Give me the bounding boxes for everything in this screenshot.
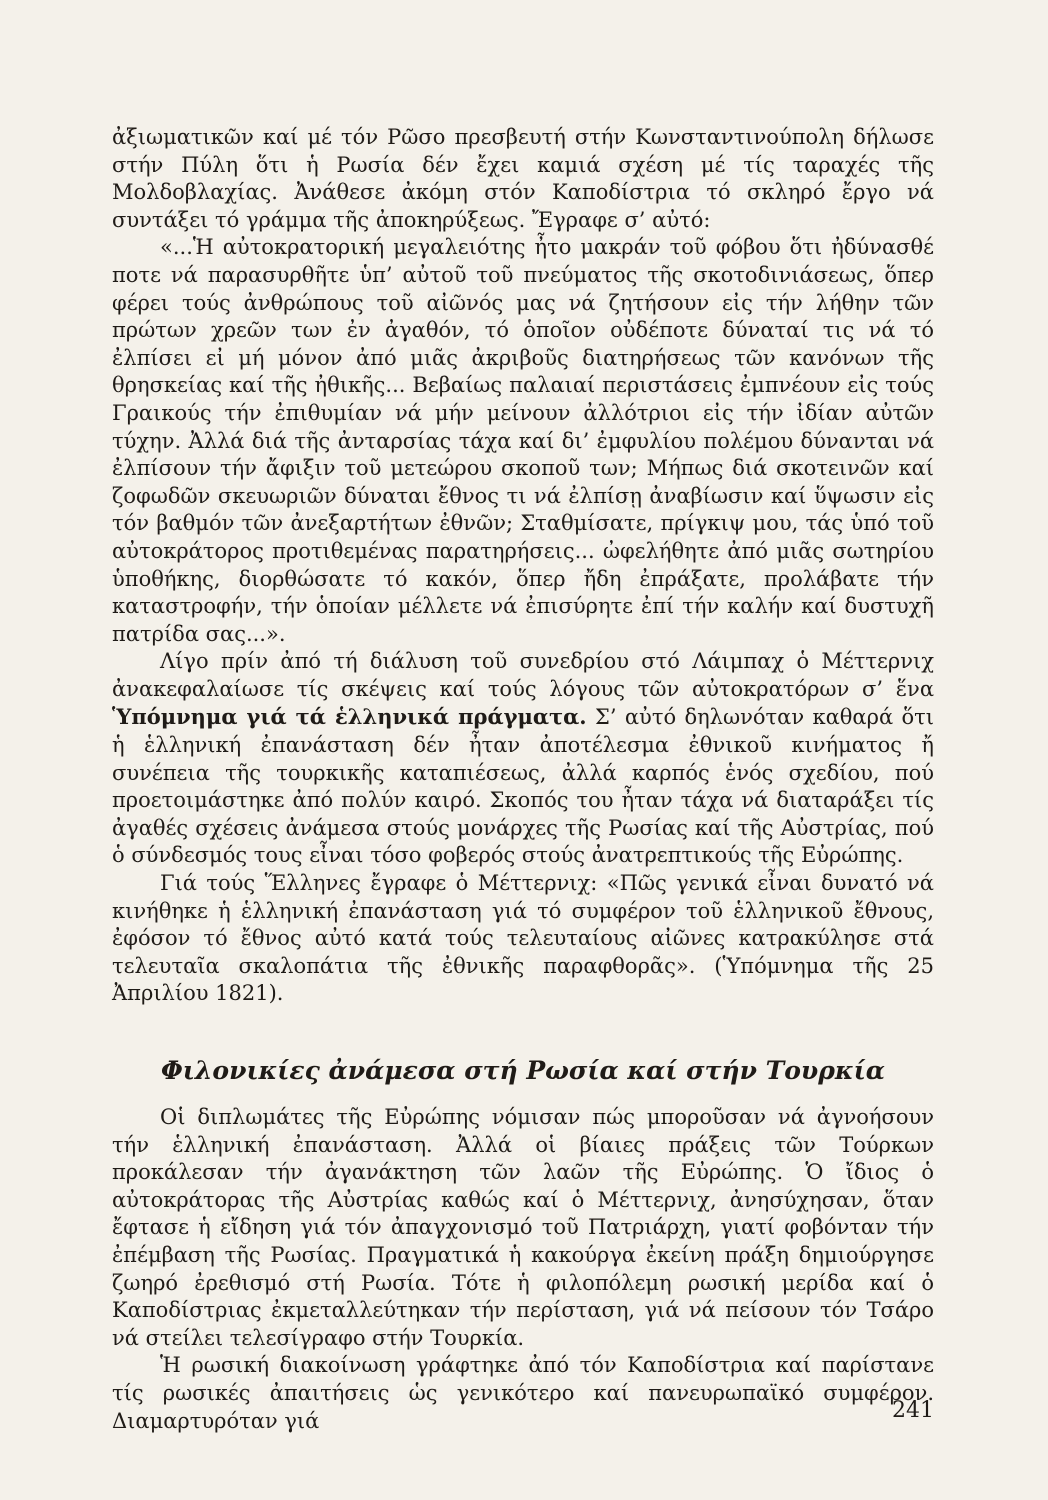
paragraph-memorandum-text-before: Λίγο πρίν ἀπό τή διάλυση τοῦ συνεδρίου στό Λάιμπαχ ὁ Μέττερνιχ ἀνακεφαλαίωσε τίς σκέψεις καί τούς λόγους τῶν αὐτοκρατόρων σ’ ἕνα: [112, 649, 934, 701]
paragraph-quote: «...Ἡ αὐτοκρατορική μεγαλειότης ἦτο μακράν τοῦ φόβου ὅτι ἠδύνασθέ ποτε νά παρασυρθῆτε ὑπ’ αὐτοῦ τοῦ πνεύματος τῆς σκοτοδινιάσεως, ὅπερ φέρει τούς ἀνθρώπους τοῦ αἰῶνός μας νά ζητήσουν εἰς τήν λήθην τῶν πρώτων χρεῶν των ἐν ἀγαθόν, τό ὁποῖον οὐδέποτε δύναταί τις νά τό ἐλπίσει εἰ μή μόνον ἀπό μιᾶς ἀκριβοῦς διατηρήσεως τῶν κανόνων τῆς θρησκείας καί τῆς ἠθικῆς... Βεβαίως παλαιαί περιστάσεις ἐμπνέουν εἰς τούς Γραικούς τήν ἐπιθυμίαν νά μήν μείνουν ἀλλότριοι εἰς τήν ἰδίαν αὐτῶν τύχην. Ἀλλά διά τῆς ἀνταρσίας τάχα καί δι’ ἐμφυλίου πολέμου δύνανται νά ἐλπίσουν τήν ἄφιξιν τοῦ μετεώρου σκοποῦ των; Μήπως διά σκοτεινῶν καί ζοφωδῶν σκευωριῶν δύναται ἔθνος τι νά ἐλπίσῃ ἀναβίωσιν καί ὕψωσιν εἰς τόν βαθμόν τῶν ἀνεξαρτήτων ἐθνῶν; Σταθμίσατε, πρίγκιψ μου, τάς ὑπό τοῦ αὐτοκράτορος προτιθεμένας παρατηρήσεις... ὠφελήθητε ἀπό μιᾶς σωτηρίου ὑποθήκης, διορθώσατε τό κακόν, ὅπερ ἤδη ἐπράξατε, προλάβατε τήν καταστροφήν, τήν ὁποίαν μέλλετε νά ἐπισύρητε ἐπί τήν καλήν καί δυστυχῆ πατρίδα σας...».: [112, 235, 934, 646]
section-title: Φιλονικίες ἀνάμεσα στή Ρωσία καί στήν Τουρκία: [161, 1056, 885, 1085]
paragraph-memorandum: [112, 648, 934, 870]
memorandum-title: Ὑπόμνημα γιά τά ἑλληνικά πράγματα.: [112, 704, 587, 730]
page-body: [112, 124, 934, 1435]
paragraph-russian-note: Ἡ ρωσική διακοίνωση γράφτηκε ἀπό τόν Καποδίστρια καί παρίστανε τίς ρωσικές ἀπαιτήσεις ὡς γενικότερο καί πανευρωπαϊκό συμφέρον. Διαμαρτυρόταν γιά: [112, 1353, 934, 1433]
paragraph-diplomats: Οἱ διπλωμάτες τῆς Εὐρώπης νόμισαν πώς μποροῦσαν νά ἀγνοήσουν τήν ἑλληνική ἐπανάσταση. Ἀλλά οἱ βίαιες πράξεις τῶν Τούρκων προκάλεσαν τήν ἀγανάκτηση τῶν λαῶν τῆς Εὐρώπης. Ὁ ἴδιος ὁ αὐτοκράτορας τῆς Αὐστρίας καθώς καί ὁ Μέττερνιχ, ἀνησύχησαν, ὅταν ἔφτασε ἡ εἴδηση γιά τόν ἀπαγχονισμό τοῦ Πατριάρχη, γιατί φοβόνταν τήν ἐπέμβαση τῆς Ρωσίας. Πραγματικά ἡ κακούργα ἐκείνη πράξη δημιούργησε ζωηρό ἐρεθισμό στή Ρωσία. Τότε ἡ φιλοπόλεμη ρωσική μερίδα καί ὁ Καποδίστριας ἐκμεταλλεύτηκαν τήν περίσταση, γιά νά πείσουν τόν Τσάρο νά στείλει τελεσίγραφο στήν Τουρκία.: [112, 1105, 934, 1350]
paragraph-opening: ἀξιωματικῶν καί μέ τόν Ρῶσο πρεσβευτή στήν Κωνσταντινούπολη δήλωσε στήν Πύλη ὅτι ἡ Ρωσία δέν ἔχει καμιά σχέση μέ τίς ταραχές τῆς Μολδοβλαχίας. Ἀνάθεσε ἀκόμη στόν Καποδίστρια τό σκληρό ἔργο νά συντάξει τό γράμμα τῆς ἀποκηρύξεως. Ἔγραφε σ’ αὐτό:: [112, 125, 934, 232]
paragraph-metternich-quote: Γιά τούς Ἕλληνες ἔγραφε ὁ Μέττερνιχ: «Πῶς γενικά εἶναι δυνατό νά κινήθηκε ἡ ἑλληνική ἐπανάσταση γιά τό συμφέρον τοῦ ἑλληνικοῦ ἔθνους, ἐφόσον τό ἔθνος αὐτό κατά τούς τελευταίους αἰῶνες κατρακύλησε στά τελευταῖα σκαλοπάτια τῆς ἐθνικῆς παραφθορᾶς». (Ὑπόμνημα τῆς 25 Ἀπριλίου 1821).: [112, 871, 934, 1006]
paragraph-memorandum-text-after: Σ’ αὐτό δηλωνόταν καθαρά ὅτι ἡ ἑλληνική ἐπανάσταση δέν ἦταν ἀποτέλεσμα ἐθνικοῦ κινήματος ἤ συνέπεια τῆς τουρκικῆς καταπιέσεως, ἀλλά καρπός ἑνός σχεδίου, πού προετοιμάστηκε ἀπό πολύν καιρό. Σκοπός του ἦταν τάχα νά διαταράξει τίς ἀγαθές σχέσεις ἀνάμεσα στούς μονάρχες τῆς Ρωσίας καί τῆς Αὐστρίας, πού ὁ σύνδεσμός τους εἶναι τόσο φοβερός στούς ἀνατρεπτικούς τῆς Εὐρώπης.: [112, 705, 934, 868]
page-number: 241: [892, 1398, 934, 1423]
